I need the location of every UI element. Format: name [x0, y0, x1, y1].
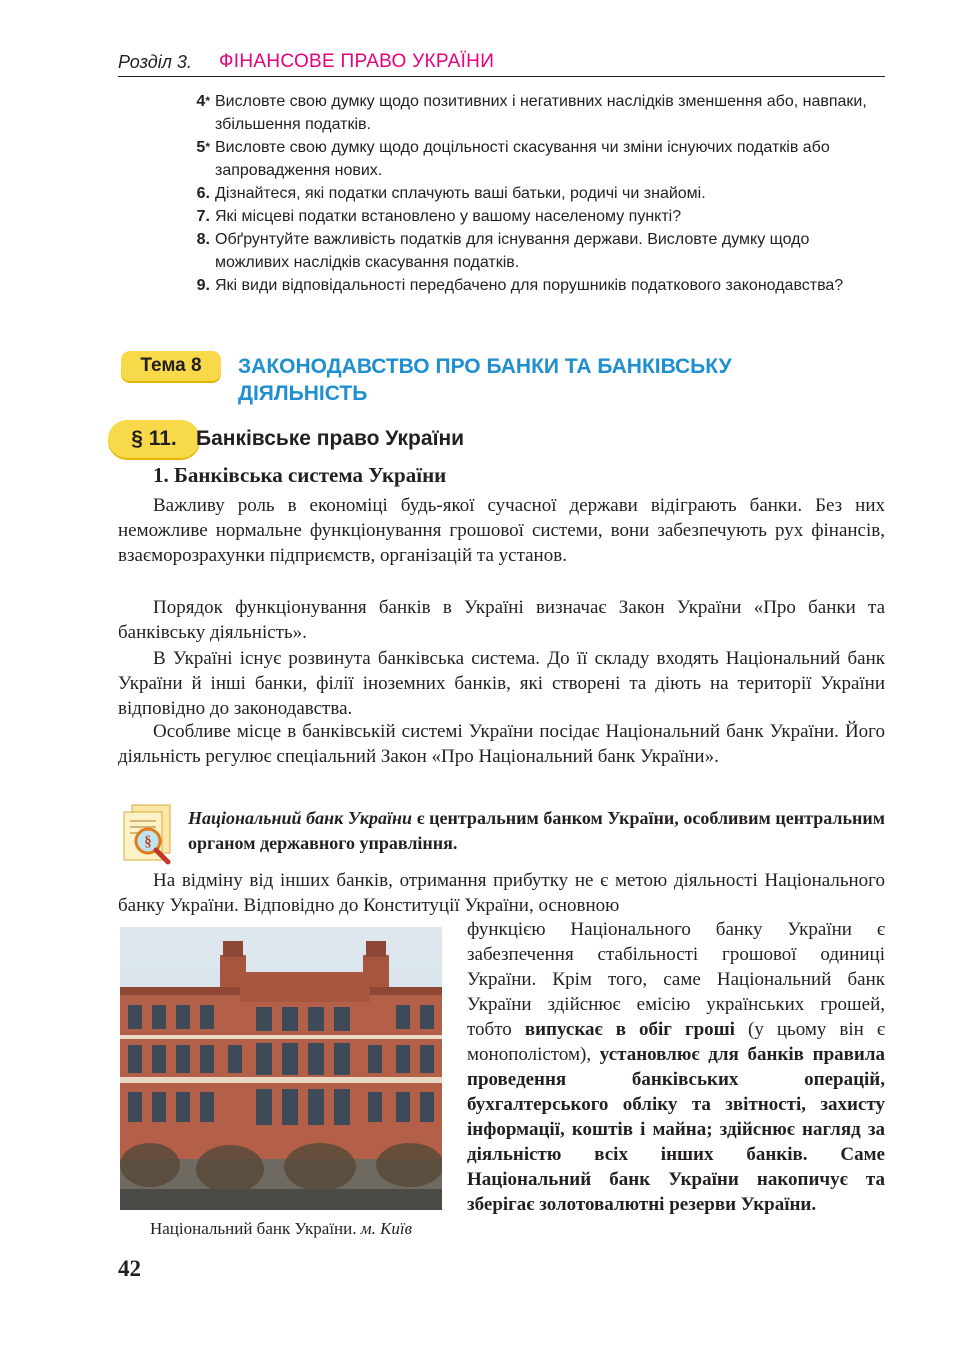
question-number: 9 [196, 277, 206, 294]
question-item: 9. Які види відповідальності передбачено для порушників податкового законодавства? [196, 277, 844, 294]
question-item: 8. Обґрунтуйте важливість податків для існування держави. Висловте думку щодо можливих наслідків скасування податків. [196, 231, 810, 271]
question-text: Обґрунтуйте важливість податків для існування держави. Висловте думку щодо можливих наслідків скасування податків. [215, 231, 810, 271]
body-paragraph: В Україні існує розвинута банківська система. До її складу входять Національний банк України й інші банки, філії іноземних банків, які створені та діють на території України відповідно до законодавства. [118, 648, 885, 719]
question-text: Дізнайтеся, які податки сплачують ваші батьки, родичі чи знайомі. [215, 185, 706, 202]
question-number: 4 [196, 93, 206, 110]
body-paragraph: Особливе місце в банківській системі України посідає Національний банк України. Його діяльність регулює спеціальний Закон «Про Національний банк України». [118, 721, 885, 767]
chapter-label: Розділ 3. [118, 52, 192, 72]
page-number: 42 [118, 1256, 141, 1281]
svg-text:§: § [144, 834, 152, 850]
question-item: 6. Дізнайтеся, які податки сплачують ваші батьки, родичі чи знайомі. [196, 185, 706, 202]
running-header [118, 50, 885, 77]
right-column-text: функцією Національного банку України є забезпечення стабільності грошової одиниці України. Крім того, саме Національний банк України здійснює емісію українських грошей, тобто випускає в обіг гроші (у цьому він є монополістом), установлює для банків правила проведення банківських операцій, бухгалтерського обліку та звітності, захисту інформації, коштів і майна; здійснює нагляд за діяльністю всіх інших банків. Саме Національний банк України накопичує та зберігає золотовалютні резерви України. [467, 919, 885, 1215]
topic-title: ЗАКОНОДАВСТВО ПРО БАНКИ ТА БАНКІВСЬКУ ДІЯЛЬНІСТЬ [238, 355, 732, 405]
body-paragraph: На відміну від інших банків, отримання прибутку не є метою діяльності Національного банку України. Відповідно до Конституції України, основною [118, 870, 885, 916]
question-text: Висловте свою думку щодо доцільності скасування чи зміни існуючих податків або запровадження нових. [215, 139, 830, 179]
question-text: Які види відповідальності передбачено для порушників податкового законодавства? [215, 277, 844, 294]
question-number: 5 [196, 139, 206, 156]
body-paragraph: Важливу роль в економіці будь-якої сучасної держави відіграють банки. Без них неможливе нормальне функціонування грошової системи, вони забезпечують рух фінансів, взаєморозрахунки підприємств, організацій та установ. [118, 495, 885, 566]
subsection-title: 1. Банківська система України [153, 463, 447, 487]
question-number: 6 [196, 185, 206, 202]
topic-badge: Тема 8 [121, 351, 221, 381]
definition-term: Національний банк України [188, 808, 413, 828]
section-badge: § 11. [108, 420, 200, 458]
caption-place: м. Київ [360, 1219, 413, 1238]
question-text: Які місцеві податки встановлено у вашому населеному пункті? [215, 208, 682, 225]
question-item [180, 90, 885, 136]
chapter-title: ФІНАНСОВЕ ПРАВО УКРАЇНИ [219, 51, 495, 72]
body-paragraph: Порядок функціонування банків в Україні визначає Закон України «Про банки та банківську діяльність». [118, 597, 885, 643]
question-star: * [205, 140, 210, 154]
question-number: 8 [196, 231, 206, 248]
definition-text: Національний банк України є центральним банком України, особливим центральним органом державного управління. [188, 808, 885, 853]
photo-caption: Національний банк України. м. Київ [149, 1219, 413, 1238]
question-text: Висловте свою думку щодо позитивних і негативних наслідків зменшення або, навпаки, збільшення податків. [215, 93, 867, 133]
questions-list [180, 90, 885, 297]
law-document-icon [118, 803, 178, 865]
question-item: 7. Які місцеві податки встановлено у вашому населеному пункті? [196, 208, 682, 225]
national-bank-photo [120, 927, 442, 1210]
question-item [180, 136, 885, 182]
question-star: * [205, 94, 210, 108]
question-number: 7 [196, 208, 206, 225]
section-title: Банківське право України [196, 427, 465, 450]
